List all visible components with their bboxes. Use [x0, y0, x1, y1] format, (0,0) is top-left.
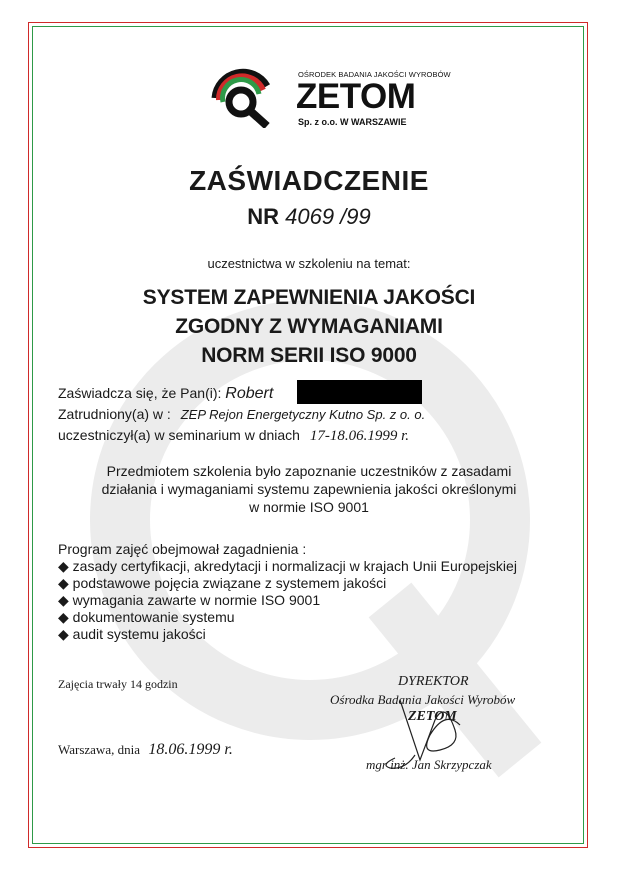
participated-label: uczestniczył(a) w seminarium w dniach — [58, 427, 300, 443]
participant-name: Robert — [225, 385, 274, 402]
employer-line — [58, 406, 425, 422]
bullet-icon: ◆ — [58, 609, 73, 625]
place-date-label: Warszawa, dnia — [58, 742, 140, 757]
description-line-2: działania i wymaganiami systemu zapewnienia jakości określonymi — [101, 481, 517, 497]
number-value: 4069 /99 — [285, 204, 371, 229]
description-line-3: w normie ISO 9001 — [249, 499, 369, 515]
redaction-box — [297, 380, 422, 404]
zetom-logo-icon — [205, 58, 275, 128]
bullet-icon: ◆ — [58, 592, 73, 608]
number-label: NR — [247, 204, 279, 229]
description-line-1: Przedmiotem szkolenia było zapoznanie uczestników z zasadami — [106, 463, 512, 479]
employer-name: ZEP Rejon Energetyczny Kutno Sp. z o. o. — [180, 407, 426, 422]
signatory-org-short: ZETOM — [408, 709, 457, 724]
seminar-line — [58, 427, 409, 445]
certificate-intro: uczestnictwa w szkoleniu na temat: — [207, 256, 411, 271]
topic-line-3: NORM SERII ISO 9000 — [201, 344, 417, 367]
signatory-org: Ośrodka Badania Jakości Wyrobów — [330, 692, 516, 707]
place-date — [58, 741, 233, 759]
seminar-dates: 17-18.06.1999 r. — [309, 428, 410, 444]
program-item: ◆ audit systemu jakości — [58, 626, 206, 642]
program-item: ◆ zasady certyfikacji, akredytacji i normalizacji w krajach Unii Europejskiej — [58, 558, 517, 574]
program-item: ◆ dokumentowanie systemu — [58, 609, 235, 625]
org-small-line: OŚRODEK BADANIA JAKOŚCI WYROBÓW — [298, 70, 451, 79]
bullet-icon: ◆ — [58, 558, 73, 574]
bullet-icon: ◆ — [58, 575, 73, 591]
program-item: ◆ podstawowe pojęcia związane z systemem jakości — [58, 575, 387, 591]
duration-text: Zajęcia trwały 14 godzin — [58, 677, 178, 691]
org-name: ZETOM — [296, 77, 416, 116]
certifies-label: Zaświadcza się, że Pan(i): — [58, 385, 222, 401]
certificate-number — [0, 204, 618, 230]
program-item: ◆ wymagania zawarte w normie ISO 9001 — [58, 592, 321, 608]
org-sub-line: Sp. z o.o. W WARSZAWIE — [298, 117, 407, 127]
participant-line — [58, 385, 273, 403]
signatory-name: mgr inż. Jan Skrzypczak — [366, 757, 492, 772]
topic-line-1: SYSTEM ZAPEWNIENIA JAKOŚCI — [142, 286, 476, 309]
topic-line-2: ZGODNY Z WYMAGANIAMI — [175, 315, 443, 338]
bullet-icon: ◆ — [58, 626, 73, 642]
employed-label: Zatrudniony(a) w : — [58, 406, 171, 422]
place-date-value: 18.06.1999 r. — [148, 741, 233, 758]
program-heading: Program zajęć obejmował zagadnienia : — [58, 541, 307, 557]
signatory-title: DYREKTOR — [398, 674, 469, 689]
certificate-title: ZAŚWIADCZENIE — [189, 165, 429, 196]
